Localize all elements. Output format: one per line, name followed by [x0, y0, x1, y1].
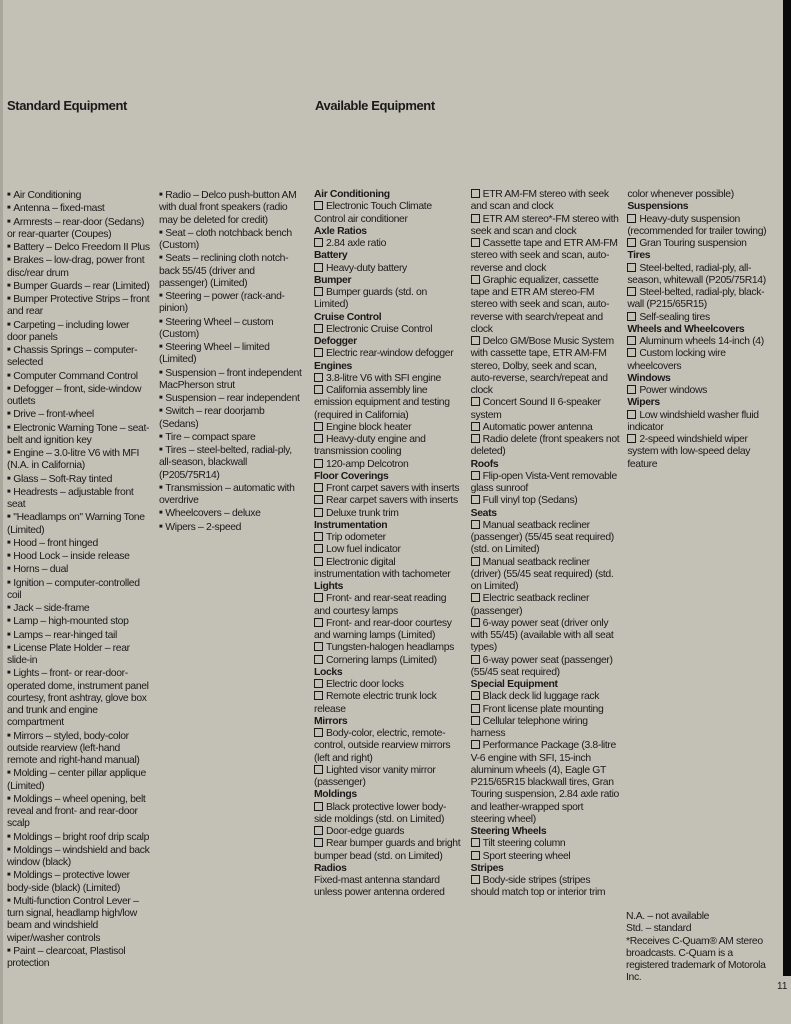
standard-item: ■ Molding – center pillar applique (Limited)	[7, 767, 151, 793]
section-heading: Special Equipment	[470, 679, 558, 690]
section-heading: Mirrors	[314, 715, 348, 727]
option-item: Concert Sound II 6-speaker system	[471, 397, 620, 422]
option-item: Tilt steering column	[471, 838, 620, 850]
standard-item: ■ Drive – front-wheel	[7, 408, 151, 421]
standard-item: ■ Battery – Delco Freedom II Plus	[7, 241, 151, 254]
standard-item: ■ Wipers – 2-speed	[159, 521, 303, 534]
standard-item: ■ Seats – reclining cloth notch-back 55/45 (driver and passenger) (Limited)	[159, 252, 303, 290]
section-heading: Tires	[627, 250, 651, 262]
standard-item: ■ Multi-function Control Lever – turn signal, headlamp high/low beam and windshield wiper/washer controls	[7, 895, 151, 945]
standard-item: ■ Hood Lock – inside release	[7, 550, 151, 563]
page-number: 11	[777, 981, 788, 992]
option-item: Electronic digital instrumentation with tachometer	[314, 557, 463, 582]
option-item: 6-way power seat (passenger) (55/45 seat required)	[471, 655, 620, 680]
standard-item: ■ Brakes – low-drag, power front disc/rear drum	[7, 254, 151, 280]
standard-item: ■ Moldings – windshield and back window (black)	[7, 844, 151, 870]
page-edge-shadow	[0, 0, 3, 1024]
section-heading: Steering Wheels	[470, 826, 547, 837]
standard-item: ■ Moldings – bright roof drip scalp	[7, 831, 151, 844]
standard-item: ■ Engine – 3.0-litre V6 with MFI (N.A. in California)	[7, 447, 151, 473]
option-item: Lighted visor vanity mirror (passenger)	[314, 765, 463, 790]
standard-item: ■ Moldings – protective lower body-side (black) (Limited)	[7, 869, 151, 895]
option-item: Front- and rear-door courtesy and warning lamps (Limited)	[314, 618, 463, 643]
standard-item: ■ Ignition – computer-controlled coil	[7, 577, 151, 603]
standard-item: ■ Lights – front- or rear-door-operated dome, instrument panel courtesy, front ashtray, glove box and trunk and engine compartment	[7, 667, 151, 729]
section-note: Fixed-mast antenna standard unless power antenna ordered	[314, 875, 445, 899]
option-item: 2.84 axle ratio	[314, 238, 463, 250]
section-heading: Locks	[314, 666, 343, 678]
standard-item: ■ Chassis Springs – computer-selected	[7, 344, 151, 370]
option-item: 3.8-litre V6 with SFI engine	[314, 373, 463, 385]
option-item: Cornering lamps (Limited)	[314, 655, 463, 667]
standard-item: ■ Radio – Delco push-button AM with dual front speakers (radio may be deleted for credit)	[159, 189, 303, 227]
option-item: Electric door locks	[314, 679, 463, 691]
option-item: Heavy-duty suspension (recommended for trailer towing)	[627, 214, 776, 239]
option-item: Radio delete (front speakers not deleted)	[470, 434, 620, 458]
standard-item: ■ Tires – steel-belted, radial-ply, all-season, blackwall (P205/75R14)	[159, 444, 303, 482]
section-heading: Bumper	[314, 274, 352, 286]
standard-item: ■ Horns – dual	[7, 563, 151, 576]
option-item: 2-speed windshield wiper system with low-speed delay feature	[627, 434, 776, 471]
standard-item: ■ "Headlamps on" Warning Tone (Limited)	[7, 511, 151, 537]
option-item: Body-color, electric, remote-control, outside rearview mirrors (left and right)	[314, 728, 463, 765]
standard-item: ■ Jack – side-frame	[7, 602, 151, 615]
option-item: Self-sealing tires	[627, 312, 776, 324]
option-item: Low fuel indicator	[314, 544, 463, 556]
footnotes	[626, 911, 776, 985]
scan-border	[783, 0, 791, 976]
footnote: Std. – standard	[626, 923, 692, 935]
standard-item: ■ Lamps – rear-hinged tail	[7, 629, 151, 642]
standard-item: ■ Moldings – wheel opening, belt reveal and front- and rear-door scalp	[7, 793, 151, 831]
option-item: Black deck lid luggage rack	[471, 691, 620, 703]
section-heading: Stripes	[470, 862, 504, 874]
standard-item: ■ Mirrors – styled, body-color outside rearview (left-hand remote and right-hand manual)	[7, 730, 151, 768]
option-item: Sport steering wheel	[471, 851, 620, 863]
section-heading: Instrumentation	[314, 519, 388, 531]
standard-item: ■ Paint – clearcoat, Plastisol protection	[7, 945, 151, 971]
standard-item: ■ Armrests – rear-door (Sedans) or rear-quarter (Coupes)	[7, 216, 151, 242]
option-item: Performance Package (3.8-litre V-6 engine with SFI, 15-inch aluminum wheels (4), Eagle GT P215/65R15 blackwall tires, Gran Touring suspension, 2.84 axle ratio and leather-wrapped sport steering wheel)	[470, 740, 619, 825]
option-item: 6-way power seat (driver only with 55/45) (available with all seat types)	[471, 618, 620, 655]
section-heading: Battery	[314, 250, 348, 262]
option-item: Front carpet savers with inserts	[314, 483, 463, 495]
standard-item: ■ Steering – power (rack-and-pinion)	[159, 290, 303, 316]
option-item: Electric rear-window defogger	[314, 348, 463, 360]
standard-item: ■ Transmission – automatic with overdrive	[159, 482, 303, 508]
standard-item: ■ Lamp – high-mounted stop	[7, 615, 151, 628]
option-item: Steel-belted, radial-ply, black-wall (P215/65R15)	[627, 287, 776, 312]
section-heading: Windows	[627, 372, 671, 384]
option-item: Body-side stripes (stripes should match top or interior trim color whenever possible)	[471, 189, 776, 909]
option-item: Tungsten-halogen headlamps	[314, 642, 463, 654]
option-item: Manual seatback recliner (passenger) (55/45 seat required) (std. on Limited)	[471, 520, 620, 557]
option-item: Graphic equalizer, cassette tape and ETR AM stereo-FM stereo with seek and scan, auto-reverse with search/repeat and clock	[471, 275, 620, 336]
option-item: Black protective lower body-side moldings (std. on Limited)	[314, 802, 463, 827]
section-heading: Floor Coverings	[314, 470, 389, 482]
option-item: Bumper guards (std. on Limited)	[314, 287, 463, 312]
option-item: Heavy-duty engine and transmission cooling	[314, 434, 463, 459]
standard-item: ■ Hood – front hinged	[7, 537, 151, 550]
standard-equipment-title: Standard Equipment	[7, 98, 127, 113]
section-heading: Radios	[314, 862, 347, 874]
option-item: Heavy-duty battery	[314, 263, 463, 275]
standard-item: ■ Wheelcovers – deluxe	[159, 507, 303, 520]
option-item: Electronic Cruise Control	[314, 324, 463, 336]
option-item: Low windshield washer fluid indicator	[627, 410, 776, 435]
standard-item: ■ Seat – cloth notchback bench (Custom)	[159, 227, 303, 253]
option-item: Rear bumper guards and bright bumper bead (std. on Limited)	[314, 838, 463, 863]
option-item: ETR AM stereo*-FM stereo with seek and scan and clock	[470, 213, 619, 237]
standard-item: ■ Computer Command Control	[7, 370, 151, 383]
standard-item: ■ Carpeting – including lower door panels	[7, 319, 151, 345]
standard-item: ■ Antenna – fixed-mast	[7, 202, 151, 215]
option-item: ETR AM-FM stereo with seek and scan and clock	[471, 189, 620, 214]
section-heading: Axle Ratios	[314, 225, 367, 237]
section-heading: Wipers	[627, 397, 660, 409]
standard-item: ■ Air Conditioning	[7, 189, 151, 202]
standard-item: ■ Suspension – front independent MacPherson strut	[159, 367, 303, 393]
standard-item: ■ License Plate Holder – rear slide-in	[7, 642, 151, 668]
standard-item: ■ Tire – compact spare	[159, 431, 303, 444]
section-heading: Defogger	[314, 336, 357, 347]
option-item: Delco GM/Bose Music System with cassette tape, ETR AM-FM stereo, Dolby, seek and scan, auto-reverse, search/repeat and clock	[471, 336, 620, 397]
option-item: Remote electric trunk lock release	[314, 691, 463, 716]
option-item: Custom locking wire wheelcovers	[627, 348, 776, 373]
standard-item: ■ Steering Wheel – limited (Limited)	[159, 341, 303, 367]
section-heading: Moldings	[314, 789, 357, 801]
option-item: Front- and rear-seat reading and courtesy lamps	[314, 593, 463, 618]
option-item: Manual seatback recliner (driver) (55/45 seat required) (std. on Limited)	[471, 557, 620, 594]
option-item: Door-edge guards	[314, 826, 463, 838]
option-item: Cellular telephone wiring harness	[471, 716, 620, 741]
option-item: Front license plate mounting	[471, 704, 620, 716]
standard-item: ■ Bumper Protective Strips – front and rear	[7, 293, 151, 319]
section-heading: Seats	[470, 507, 497, 519]
option-item: Steel-belted, radial-ply, all-season, whitewall (P205/75R14)	[627, 263, 776, 288]
standard-item: ■ Electronic Warning Tone – seat-belt and ignition key	[7, 422, 151, 448]
standard-item: ■ Steering Wheel – custom (Custom)	[159, 316, 303, 342]
option-item: Power windows	[627, 385, 776, 397]
footnote: *Receives C-Quam® AM stereo broadcasts. C-Quam is a registered trademark of Motorola Inc.	[626, 935, 766, 984]
section-heading: Air Conditioning	[314, 189, 390, 200]
standard-item: ■ Suspension – rear independent	[159, 392, 303, 405]
option-item: Deluxe trunk trim	[314, 508, 463, 520]
option-item: Trip odometer	[314, 532, 463, 544]
footnote: N.A. – not available	[626, 911, 710, 922]
section-heading: Suspensions	[627, 201, 689, 213]
option-item: Rear carpet savers with inserts	[314, 495, 463, 507]
section-heading: Roofs	[470, 458, 499, 470]
option-item: 120-amp Delcotron	[314, 459, 463, 471]
option-item: Cassette tape and ETR AM-FM stereo with seek and scan, auto-reverse and clock	[470, 238, 618, 274]
section-heading: Cruise Control	[314, 311, 382, 323]
section-heading: Wheels and Wheelcovers	[627, 323, 745, 335]
option-item: Full vinyl top (Sedans)	[471, 495, 620, 507]
section-heading: Lights	[314, 581, 344, 592]
section-heading: Engines	[314, 360, 352, 372]
standard-item: ■ Bumper Guards – rear (Limited)	[7, 280, 151, 293]
standard-item: ■ Headrests – adjustable front seat	[7, 486, 151, 512]
option-item: Gran Touring suspension	[627, 238, 776, 250]
option-item: Flip-open Vista-Vent removable glass sunroof	[471, 471, 620, 496]
available-equipment-list	[314, 189, 776, 909]
standard-item: ■ Switch – rear doorjamb (Sedans)	[159, 405, 303, 431]
available-equipment-title: Available Equipment	[315, 98, 435, 113]
option-item: Engine block heater	[314, 422, 463, 434]
standard-item: ■ Defogger – front, side-window outlets	[7, 383, 151, 409]
standard-equipment-list	[7, 189, 303, 979]
option-item: Aluminum wheels 14-inch (4)	[627, 336, 776, 348]
option-item: Automatic power antenna	[471, 422, 620, 434]
standard-item: ■ Glass – Soft-Ray tinted	[7, 473, 151, 486]
option-item: California assembly line emission equipment and testing (required in California)	[314, 385, 463, 422]
option-item: Electric seatback recliner (passenger)	[471, 593, 620, 618]
option-item: Electronic Touch Climate Control air conditioner	[314, 201, 463, 226]
